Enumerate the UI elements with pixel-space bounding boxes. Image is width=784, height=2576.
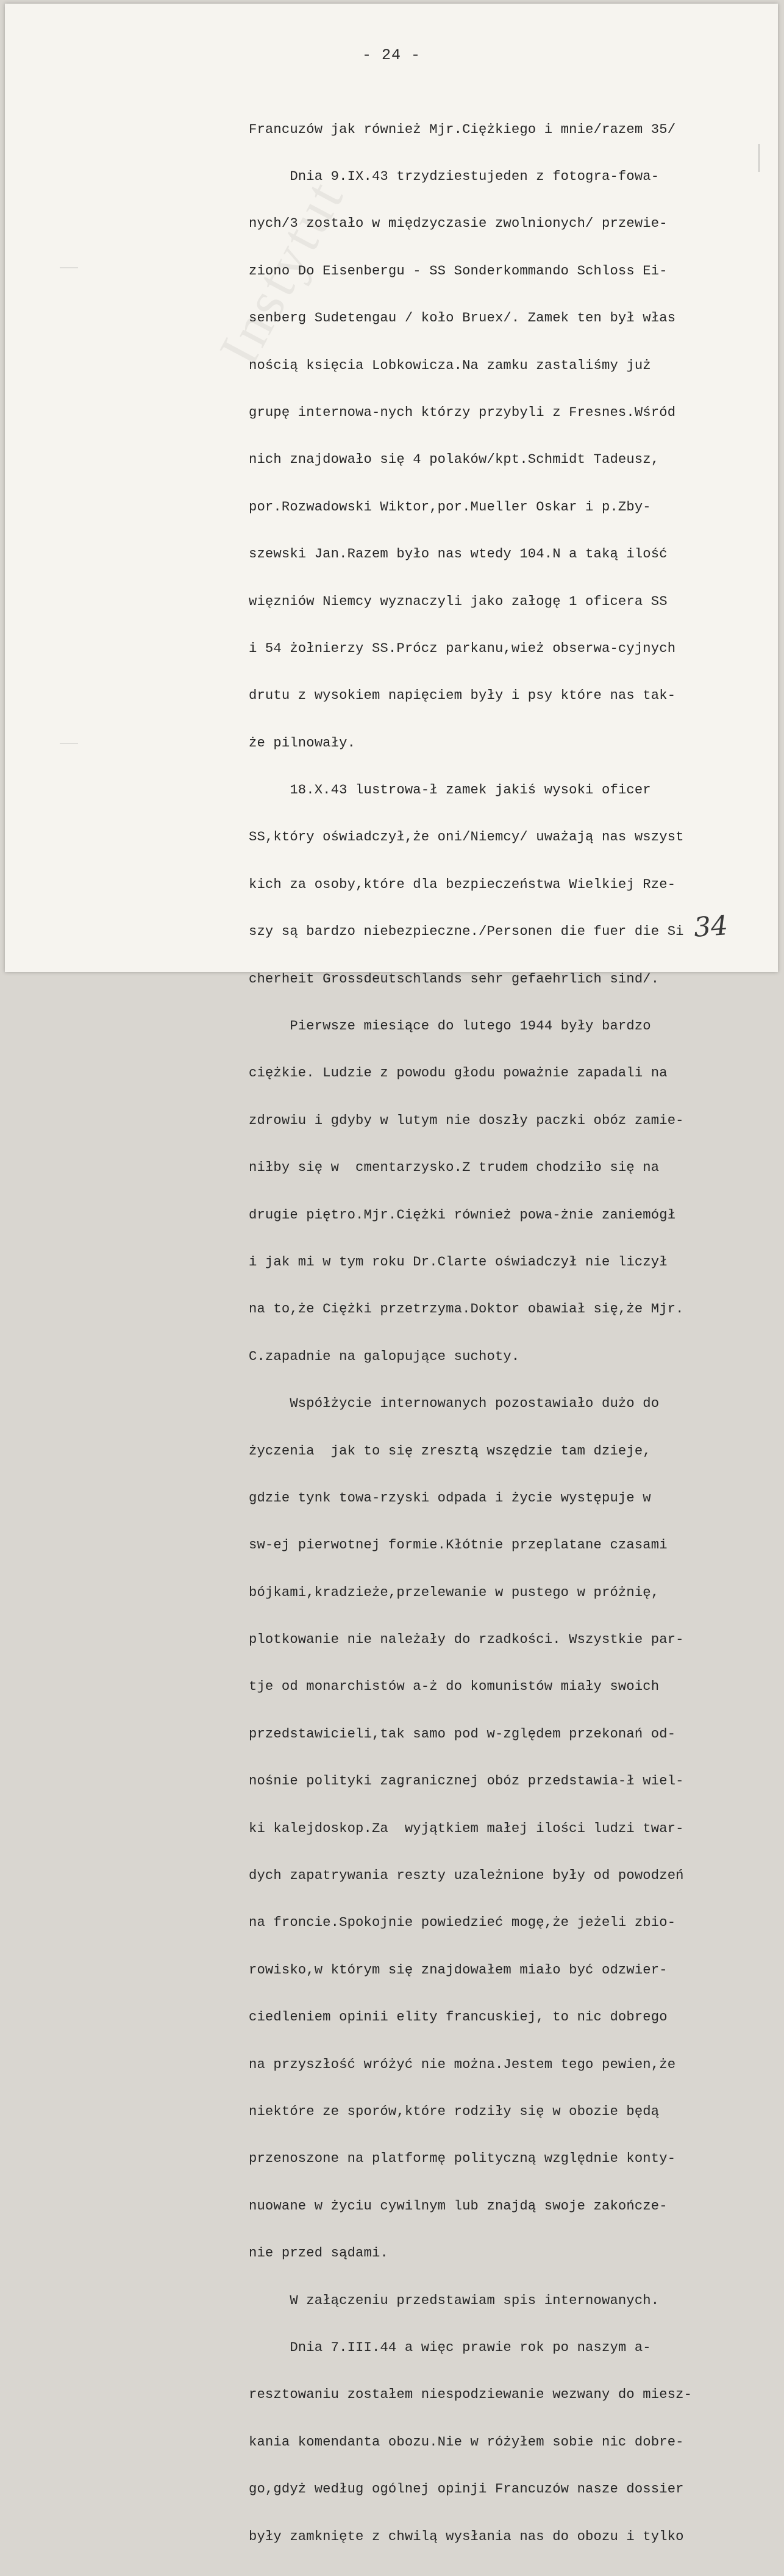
text-line: na froncie.Spokojnie powiedzieć mogę,że jeżeli zbio- — [249, 1915, 676, 1931]
text-line: senberg Sudetengau / koło Bruex/. Zamek ten był włas — [249, 310, 676, 326]
text-line: życzenia jak to się zresztą wszędzie tam dzieje, — [249, 1443, 651, 1459]
text-line: na to,że Ciężki przetrzyma.Doktor obawiał się,że Mjr. — [249, 1301, 684, 1317]
text-line: Pierwsze miesiące do lutego 1944 były bardzo — [249, 1018, 651, 1034]
handwritten-page-number: 34 — [693, 910, 729, 943]
text-line: nością księcia Lobkowicza.Na zamku zastaliśmy już — [249, 357, 651, 373]
text-line: Francuzów jak również Mjr.Ciężkiego i mnie/razem 35/ — [249, 121, 676, 137]
text-line: plotkowanie nie należały do rzadkości. Wszystkie par- — [249, 1632, 684, 1648]
margin-scratch — [60, 743, 78, 744]
text-line: 18.X.43 lustrowa-ł zamek jakiś wysoki oficer — [249, 782, 651, 798]
text-line: nych/3 zostało w międzyczasie zwolnionych/ przewie- — [249, 216, 668, 232]
text-line: gdzie tynk towa-rzyski odpada i życie występuje w — [249, 1490, 651, 1506]
text-line: niektóre ze sporów,które rodziły się w obozie będą — [249, 2104, 660, 2119]
text-line: bójkami,kradzieże,przelewanie w pustego w próżnię, — [249, 1584, 660, 1600]
text-line: ciężkie. Ludzie z powodu głodu poważnie zapadali na — [249, 1065, 668, 1081]
text-line: szy są bardzo niebezpieczne./Personen die fuer die Si — [249, 924, 684, 940]
text-line: nich znajdowało się 4 polaków/kpt.Schmidt Tadeusz, — [249, 452, 660, 468]
text-line: drutu z wysokiem napięciem były i psy które nas tak- — [249, 688, 676, 704]
text-line: kania komendanta obozu.Nie w różyłem sobie nic dobre- — [249, 2434, 684, 2450]
text-line: nie przed sądami. — [249, 2245, 388, 2261]
text-line: por.Rozwadowski Wiktor,por.Mueller Oskar i p.Zby- — [249, 499, 651, 515]
text-line: rowisko,w którym się znajdowałem miało być odzwier- — [249, 1962, 668, 1978]
text-line: nośnie polityki zagranicznej obóz przedstawia-ł wiel- — [249, 1773, 684, 1789]
archive-watermark: Instytut — [207, 168, 357, 375]
text-line: ki kalejdoskop.Za wyjątkiem małej ilości ludzi twar- — [249, 1820, 684, 1836]
text-line: i 54 żołnierzy SS.Prócz parkanu,wież obserwa-cyjnych — [249, 640, 676, 656]
text-line: grupę internowa-nych którzy przybyli z Fresnes.Wśród — [249, 404, 676, 420]
text-line: resztowaniu zostałem niespodziewanie wezwany do miesz- — [249, 2387, 693, 2403]
text-line: nuowane w życiu cywilnym lub znajdą swoje zakończe- — [249, 2198, 668, 2214]
text-line: że pilnowały. — [249, 735, 356, 751]
text-line: drugie piętro.Mjr.Ciężki również powa-żnie zaniemógł — [249, 1207, 676, 1223]
text-line: cherheit Grossdeutschlands sehr gefaehrlich sind/. — [249, 971, 660, 987]
margin-scratch — [758, 144, 760, 172]
text-line: C.zapadnie na galopujące suchoty. — [249, 1348, 520, 1364]
text-line: Dnia 7.III.44 a więc prawie rok po naszym a- — [249, 2339, 651, 2355]
document-page — [5, 4, 778, 2544]
text-line: ciedleniem opinii elity francuskiej, to nic dobrego — [249, 2009, 668, 2025]
text-line: Dnia 9.IX.43 trzydziestujeden z fotogra-fowa- — [249, 168, 660, 184]
text-line: W załączeniu przedstawiam spis internowanych. — [249, 2292, 660, 2308]
text-line: i jak mi w tym roku Dr.Clarte oświadczył nie liczył — [249, 1254, 668, 1270]
text-line: więzniów Niemcy wyznaczyli jako załogę 1 oficera SS — [249, 593, 668, 609]
text-line: sw-ej pierwotnej formie.Kłótnie przeplatane czasami — [249, 1537, 668, 1553]
text-line: szewski Jan.Razem było nas wtedy 104.N a taką ilość — [249, 546, 668, 562]
text-line: dych zapatrywania reszty uzależnione były od powodzeń — [249, 1868, 684, 1884]
text-line: były zamknięte z chwilą wysłania nas do obozu i tylko — [249, 2528, 684, 2544]
text-line: przenoszone na platformę polityczną względnie konty- — [249, 2151, 676, 2167]
typewritten-text — [249, 90, 755, 2576]
text-line: niłby się w cmentarzysko.Z trudem chodziło się na — [249, 1160, 660, 1176]
text-line: tje od monarchistów a-ż do komunistów miały swoich — [249, 1679, 660, 1695]
text-line: przedstawicieli,tak samo pod w-zględem przekonań od- — [249, 1726, 676, 1742]
text-line: na przyszłość wróżyć nie można.Jestem tego pewien,że — [249, 2056, 676, 2072]
text-line: Współżycie internowanych pozostawiało dużo do — [249, 1396, 660, 1412]
text-line: ziono Do Eisenbergu - SS Sonderkommando Schloss Ei- — [249, 263, 668, 279]
margin-scratch — [60, 267, 78, 268]
text-line: zdrowiu i gdyby w lutym nie doszły paczki obóz zamie- — [249, 1112, 684, 1128]
text-line: go,gdyż według ogólnej opinji Francuzów nasze dossier — [249, 2481, 684, 2497]
page-number: - 24 - — [362, 46, 421, 64]
text-line: kich za osoby,które dla bezpieczeństwa Wielkiej Rze- — [249, 876, 676, 892]
text-line: SS,który oświadczył,że oni/Niemcy/ uważają nas wszyst — [249, 829, 684, 845]
